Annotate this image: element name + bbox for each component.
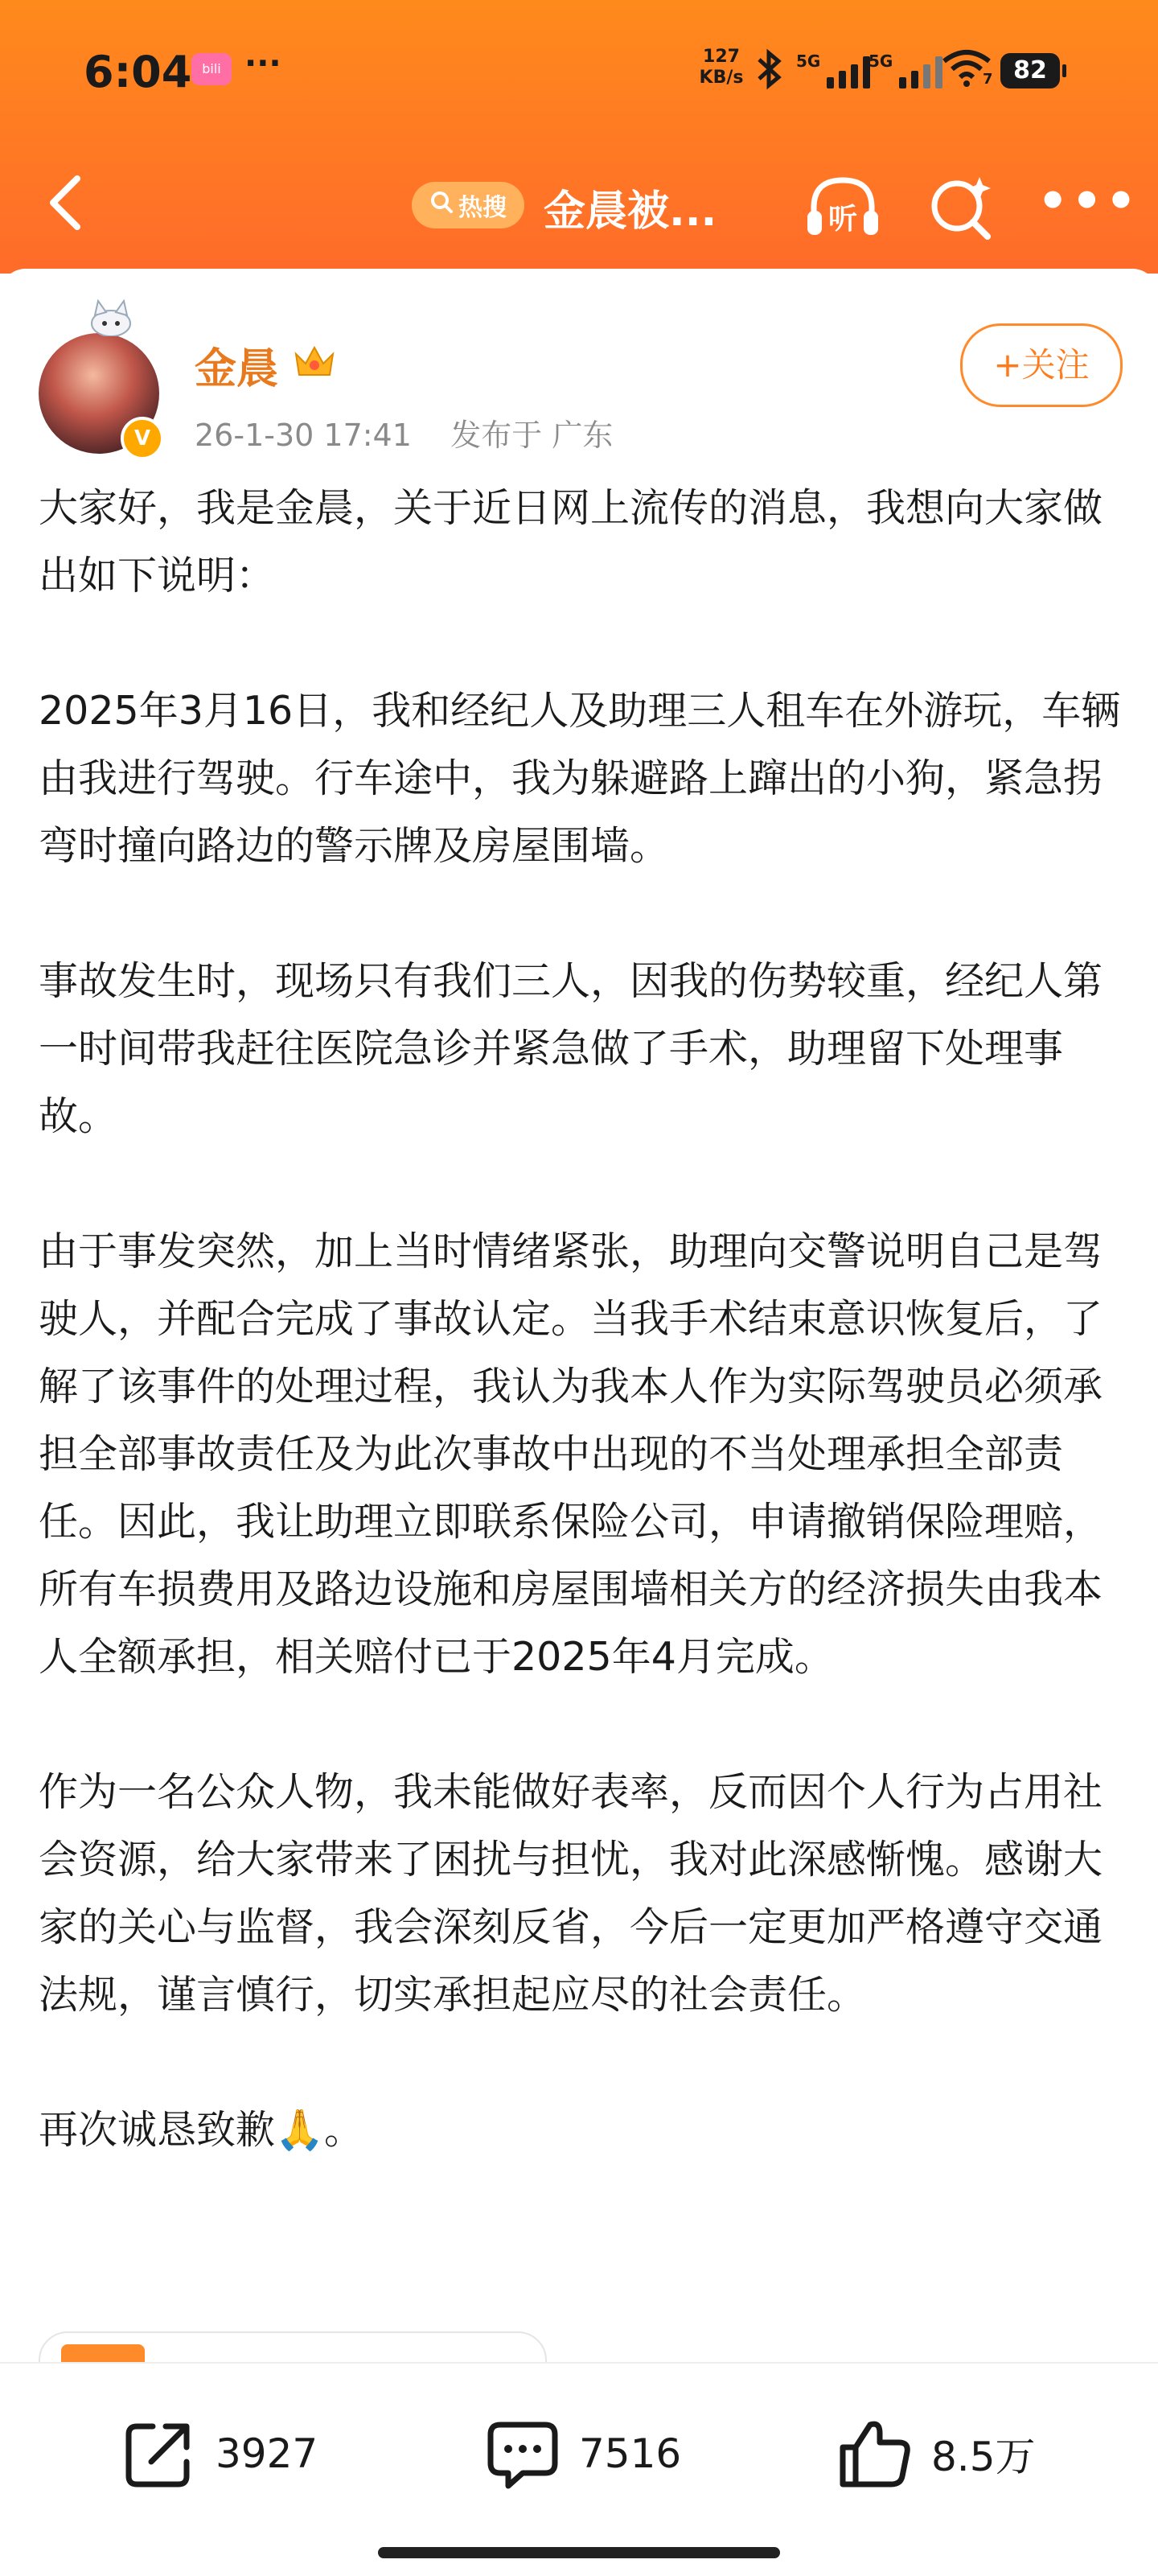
signal-strength-icon <box>796 51 870 88</box>
hot-chip-label: 热搜 <box>458 194 507 222</box>
post-paragraph: 大家好，我是金晨，关于近日网上流传的消息，我想向大家做出如下说明： <box>39 485 1103 599</box>
signal2-label: 5G <box>868 51 893 71</box>
username[interactable]: 金晨 <box>195 345 279 393</box>
search-button[interactable] <box>925 171 997 243</box>
post-body <box>39 475 1121 2232</box>
post-paragraph: 作为一名公众人物，我未能做好表率，反而因个人行为占用社会资源，给大家带来了困扰与担忧，我对此深感惭愧。感谢大家的关心与监督，我会深刻反省，今后一定更加严格遵守交通法规，谨言慎行，切实承担起应尽的社会责任。 <box>39 1769 1103 2018</box>
net-speed-value: 127 <box>703 47 740 67</box>
home-indicator[interactable] <box>378 2547 780 2558</box>
thumbs-up-icon <box>836 2415 914 2492</box>
listen-button[interactable] <box>803 171 883 243</box>
wifi-icon <box>941 47 992 97</box>
repost-count: 3927 <box>216 2430 318 2477</box>
repost-button[interactable] <box>121 2413 318 2494</box>
comment-button[interactable] <box>484 2413 681 2494</box>
post-meta <box>195 410 613 455</box>
bluetooth-icon <box>756 48 783 99</box>
page-title: 金晨被... <box>544 187 717 236</box>
post-timestamp: 26-1-30 17:41 <box>195 418 412 453</box>
signal1-label: 5G <box>796 51 821 71</box>
hot-search-chip[interactable] <box>412 182 524 228</box>
post-paragraph: 由于事发突然，加上当时情绪紧张，助理向交警说明自己是驾驶人，并配合完成了事故认定。当我手术结束意识恢复后，了解了该事件的处理过程，我认为我本人作为实际驾驶员必须承担全部事故责任及为此次事故中出现的不当处理承担全部责任。因此，我让助理立即联系保险公司，申请撤销保险理赔，所有车损费用及路边设施和房屋围墙相关方的经济损失由我本人全额承担，相关赔付已于2025年4月完成。 <box>39 1228 1103 1680</box>
comment-icon <box>484 2415 561 2492</box>
like-count: 8.5万 <box>931 2434 1036 2480</box>
post-paragraph: 再次诚恳致歉🙏。 <box>39 2107 364 2153</box>
search-icon <box>429 190 454 220</box>
nav-bar <box>0 153 1158 257</box>
action-toolbar <box>0 2362 1158 2576</box>
battery-indicator: 82 <box>1000 53 1060 88</box>
verified-badge-icon: V <box>121 417 164 460</box>
avatar-decoration-icon <box>87 299 135 336</box>
listen-label: 听 <box>828 203 858 236</box>
status-overflow: ··· <box>244 45 281 82</box>
crown-icon <box>293 341 336 380</box>
post-card <box>0 269 1158 2360</box>
follow-button[interactable]: +关注 <box>960 323 1123 407</box>
status-time: 6:04 <box>84 47 192 97</box>
like-button[interactable] <box>836 2413 1036 2494</box>
comment-count: 7516 <box>579 2430 682 2477</box>
repost-icon <box>121 2415 198 2492</box>
post-paragraph: 2025年3月16日，我和经纪人及助理三人租车在外游玩，车辆由我进行驾驶。行车途中，我为躲避路上蹿出的小狗，紧急拐弯时撞向路边的警示牌及房屋围墙。 <box>39 688 1121 869</box>
post-paragraph: 事故发生时，现场只有我们三人，因我的伤势较重，经纪人第一时间带我赶往医院急诊并紧急做了手术，助理留下处理事故。 <box>39 958 1103 1139</box>
avatar[interactable] <box>39 333 159 454</box>
bilibili-app-icon: bili <box>191 53 232 85</box>
more-options-icon[interactable]: ••• <box>1037 173 1140 229</box>
post-location: 发布于 广东 <box>450 418 614 453</box>
back-arrow-icon[interactable] <box>35 171 100 235</box>
net-speed <box>693 47 749 88</box>
status-bar <box>0 0 1158 145</box>
wifi-label: 7 <box>983 71 993 88</box>
search-sparkle-icon <box>925 171 997 243</box>
net-speed-unit: KB/s <box>699 68 744 88</box>
signal-strength-icon <box>868 51 942 88</box>
